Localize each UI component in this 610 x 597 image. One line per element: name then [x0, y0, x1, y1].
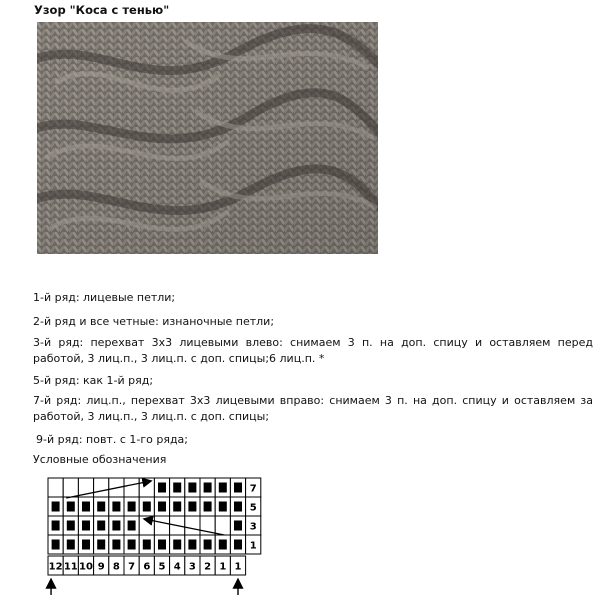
chart-cell [63, 478, 78, 497]
chart-cell [185, 516, 200, 535]
column-number: 4 [173, 561, 181, 573]
column-number: 7 [128, 561, 136, 573]
column-number: 5 [158, 561, 166, 573]
row-instruction-1: 1-й ряд: лицевые петли; [33, 291, 176, 304]
knit-stitch-mark [112, 521, 120, 531]
knit-stitch-mark [128, 521, 136, 531]
knit-stitch-mark [173, 502, 181, 512]
row-instruction-3: 3-й ряд: перехват 3х3 лицевыми влево: снимаем 3 п. на доп. спицу и оставляем перед работой, 3 лиц.п., 3 лиц.п. с доп. спицы;6 лиц.п. * [33, 336, 593, 365]
column-number: 9 [97, 561, 105, 573]
knit-stitch-mark [82, 502, 90, 512]
knit-stitch-mark [52, 521, 60, 531]
knit-stitch-mark [158, 540, 166, 550]
knit-stitch-mark [234, 502, 242, 512]
row-instruction-5: 5-й ряд: как 1-й ряд; [33, 374, 154, 387]
knit-stitch-mark [234, 521, 242, 531]
knitted-sample-photo [37, 22, 378, 254]
knit-stitch-mark [52, 540, 60, 550]
knit-stitch-mark [82, 540, 90, 550]
column-number: 10 [79, 561, 93, 573]
knit-stitch-mark [97, 540, 105, 550]
row-instruction-9: 9-й ряд: повт. с 1-го ряда; [36, 433, 188, 446]
knit-stitch-mark [143, 540, 151, 550]
chart-cell [215, 516, 230, 535]
knit-stitch-mark [112, 540, 120, 550]
column-number: 6 [143, 561, 151, 573]
knit-stitch-mark [173, 483, 181, 493]
row-number: 3 [249, 521, 257, 533]
knit-stitch-mark [204, 483, 212, 493]
chart-cell [48, 478, 63, 497]
column-number: 1 [219, 561, 227, 573]
knit-stitch-mark [219, 483, 227, 493]
knit-stitch-mark [173, 540, 181, 550]
chart-cell [124, 478, 139, 497]
knit-stitch-mark [97, 502, 105, 512]
row-number: 7 [249, 483, 257, 495]
chart-cell [154, 516, 169, 535]
knit-stitch-mark [158, 502, 166, 512]
chart-cell [94, 478, 109, 497]
row-number: 5 [249, 502, 257, 514]
column-number: 1 [234, 561, 242, 573]
knit-stitch-mark [234, 540, 242, 550]
knit-stitch-mark [82, 521, 90, 531]
column-number: 3 [188, 561, 196, 573]
knit-stitch-mark [158, 483, 166, 493]
pattern-title: Узор "Коса с тенью" [34, 3, 170, 17]
knit-stitch-mark [188, 502, 196, 512]
knit-stitch-mark [219, 502, 227, 512]
column-number: 8 [112, 561, 120, 573]
knit-stitch-mark [67, 502, 75, 512]
knit-stitch-mark [67, 540, 75, 550]
knit-stitch-mark [128, 502, 136, 512]
knitting-chart [40, 472, 270, 597]
knit-stitch-mark [112, 502, 120, 512]
column-number: 2 [204, 561, 212, 573]
column-number: 11 [63, 561, 78, 573]
legend-title: Условные обозначения [33, 453, 167, 466]
row-instruction-2: 2-й ряд и все четные: изнаночные петли; [33, 315, 275, 328]
knit-stitch-mark [143, 502, 151, 512]
knit-stitch-mark [52, 502, 60, 512]
column-number: 12 [48, 561, 63, 573]
knit-stitch-mark [67, 521, 75, 531]
row-number: 1 [249, 540, 257, 552]
knit-stitch-mark [188, 483, 196, 493]
knit-stitch-mark [188, 540, 196, 550]
knit-stitch-mark [204, 502, 212, 512]
knit-stitch-mark [204, 540, 212, 550]
knit-stitch-mark [219, 540, 227, 550]
knit-stitch-mark [234, 483, 242, 493]
row-instruction-7: 7-й ряд: лиц.п., перехват 3х3 лицевыми вправо: снимаем 3 п. на доп. спицу и оставляем за работой, 3 лиц.п., 3 лиц.п. с доп. спицы; [33, 394, 593, 423]
knit-stitch-mark [97, 521, 105, 531]
knit-stitch-mark [128, 540, 136, 550]
chart-cell [139, 478, 154, 497]
